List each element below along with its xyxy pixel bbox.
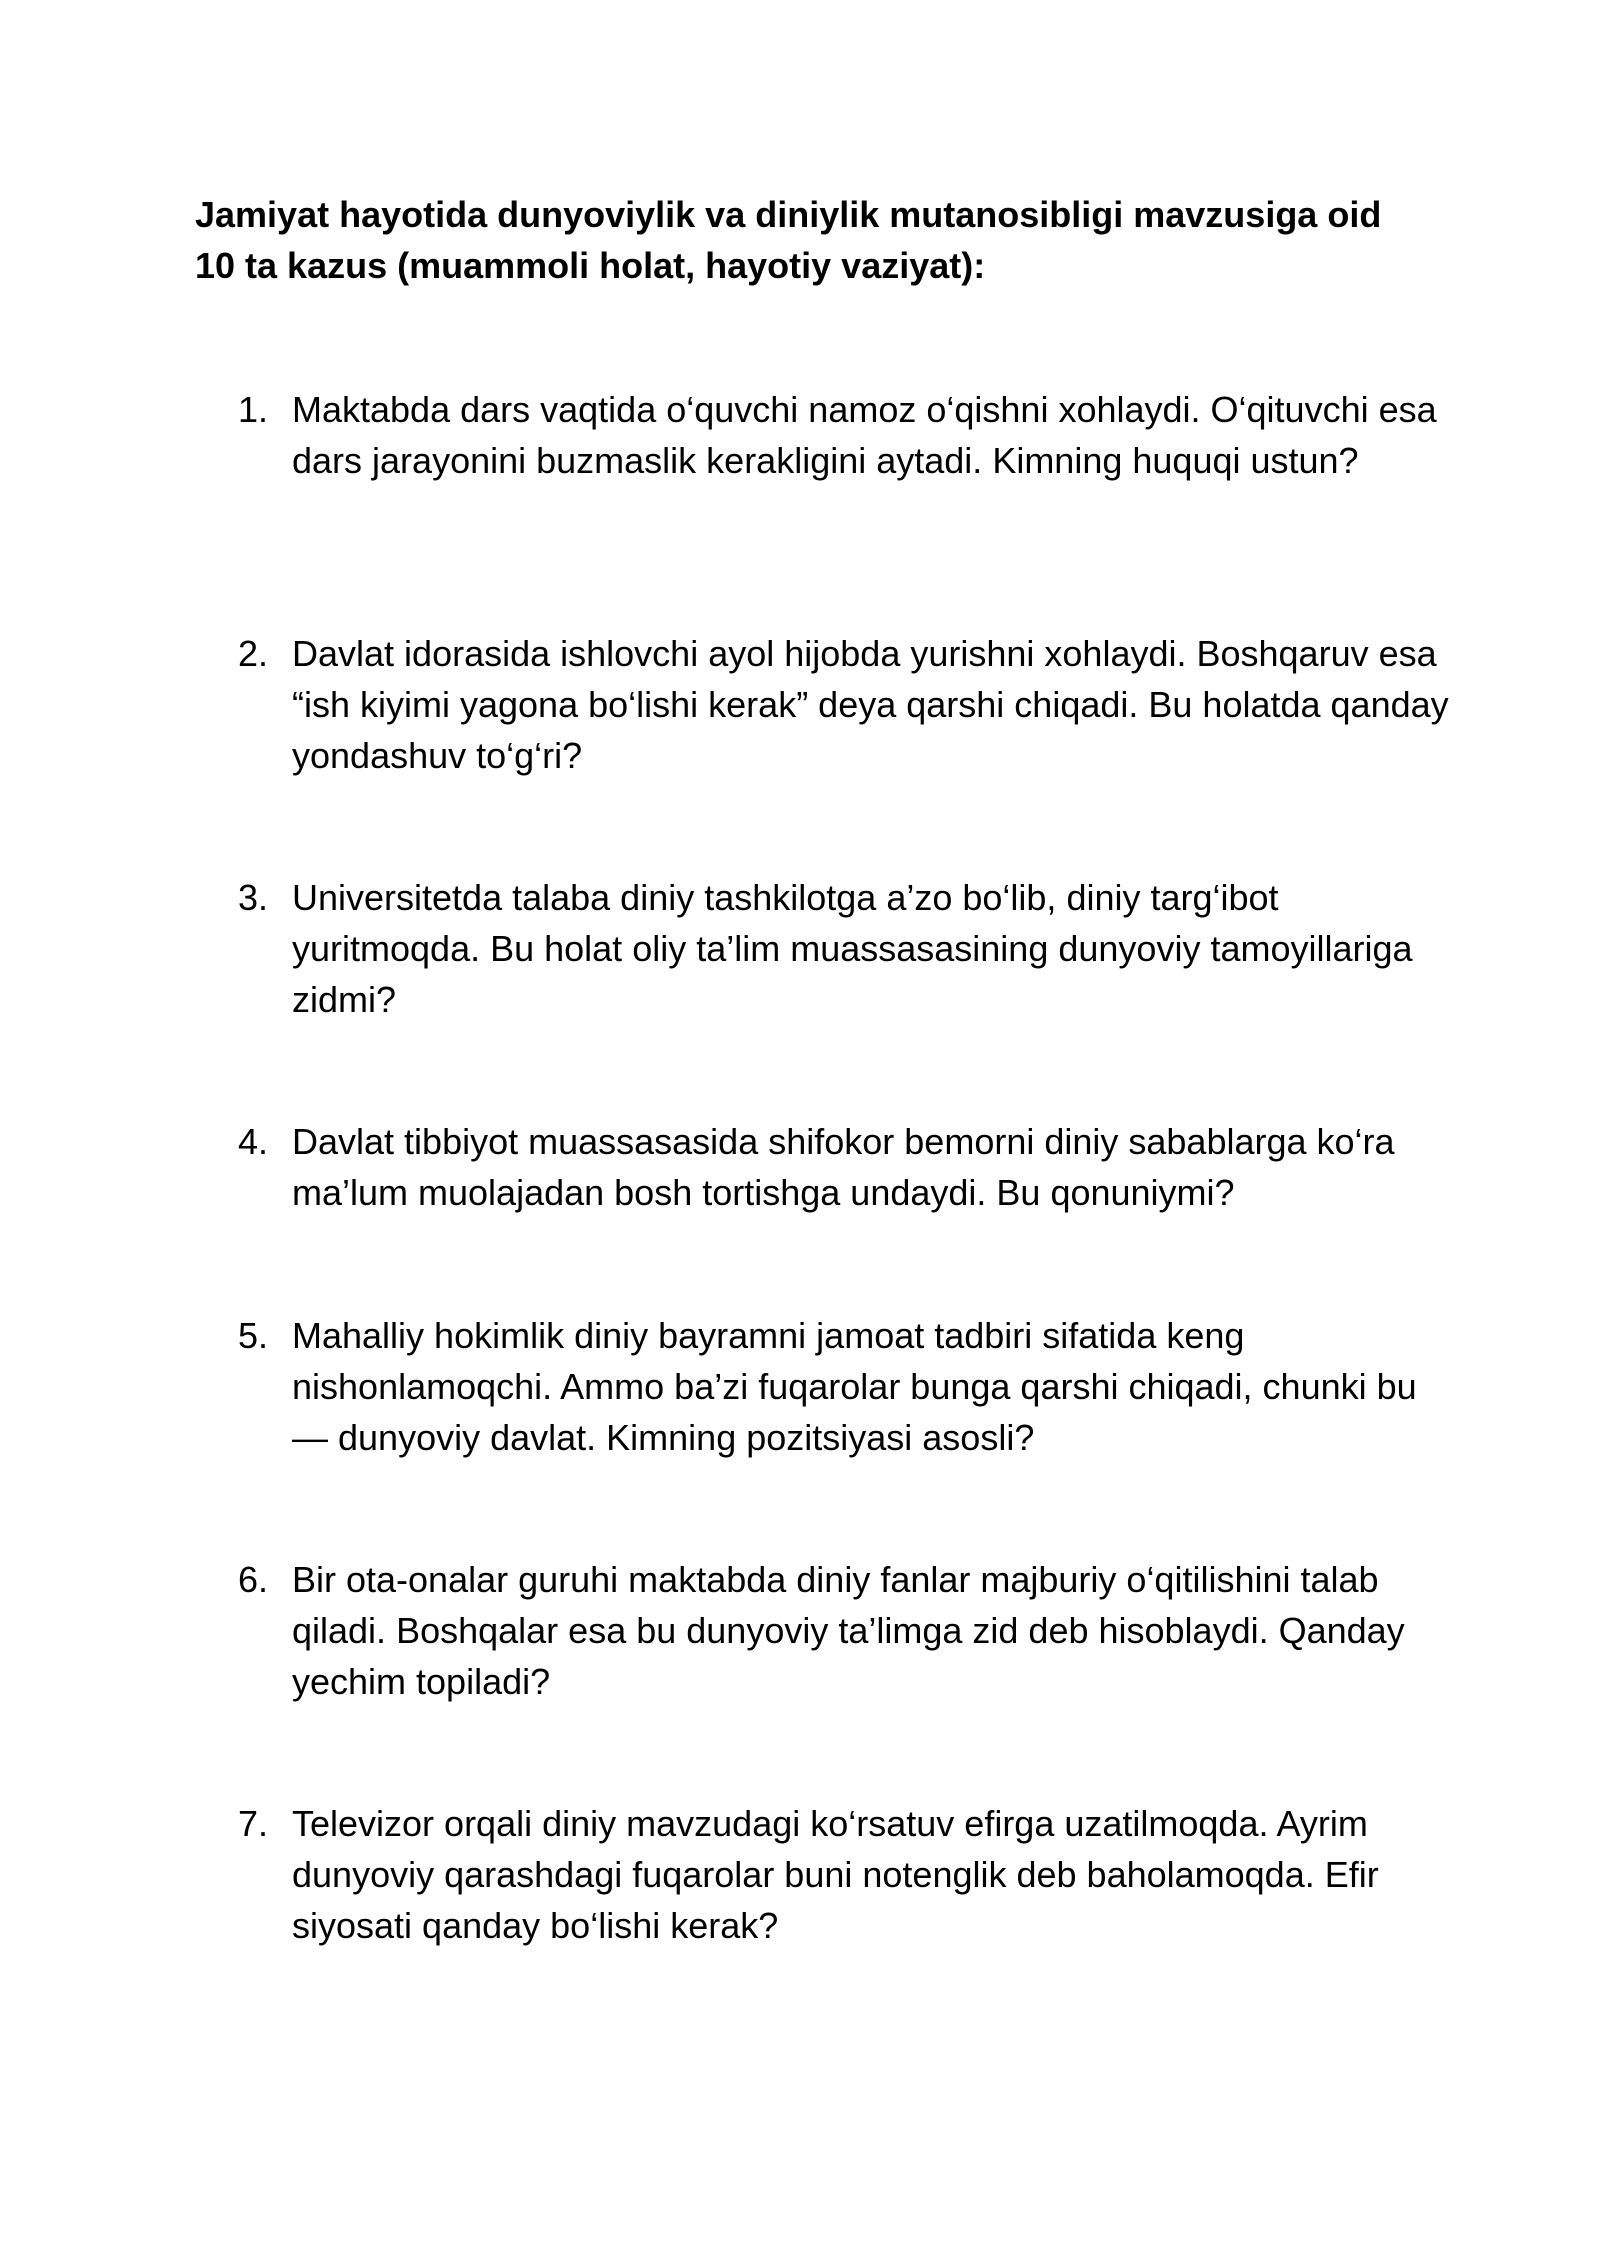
case-text: Davlat idorasida ishlovchi ayol hijobda yurishni xohlaydi. Boshqaruv esa “ish kiyimi yagona bo‘lishi kerak” deya qarshi chiqadi. Bu holatda qanday yondashuv to‘g‘ri? xyxy=(292,633,1449,776)
case-text: Televizor orqali diniy mavzudagi ko‘rsatuv efirga uzatilmoqda. Ayrim dunyoviy qarashdagi fuqarolar buni notenglik deb baholamoqda. Efir siyosati qanday bo‘lishi kerak? xyxy=(292,1803,1379,1946)
case-number: 4. xyxy=(238,1121,269,1162)
case-number: 5. xyxy=(238,1315,269,1356)
document-title: Jamiyat hayotida dunyoviylik va diniylik mutanosibligi mavzusiga oid 10 ta kazus (muammoli holat, hayotiy vaziyat): xyxy=(195,194,1382,286)
case-number: 3. xyxy=(238,877,269,918)
case-text: Universitetda talaba diniy tashkilotga a’zo bo‘lib, diniy targ‘ibot yuritmoqda. Bu holat oliy ta’lim muassasasining dunyoviy tamoyillariga zidmi? xyxy=(292,877,1413,1020)
case-number: 2. xyxy=(238,633,269,674)
case-text: Bir ota-onalar guruhi maktabda diniy fanlar majburiy o‘qitilishini talab qiladi. Boshqalar esa bu dunyoviy ta’limga zid deb hisoblaydi. Qanday yechim topiladi? xyxy=(292,1559,1405,1702)
case-number: 6. xyxy=(238,1559,269,1600)
case-number: 7. xyxy=(238,1803,269,1844)
case-text: Mahalliy hokimlik diniy bayramni jamoat tadbiri sifatida keng nishonlamoqchi. Ammo ba’zi fuqarolar bunga qarshi chiqadi, chunki bu — dunyoviy davlat. Kimning pozitsiyasi asosli? xyxy=(292,1315,1417,1458)
case-text: Maktabda dars vaqtida o‘quvchi namoz o‘qishni xohlaydi. O‘qituvchi esa dars jarayonini buzmaslik kerakligini aytadi. Kimning huquqi ustun? xyxy=(292,389,1437,481)
case-number: 1. xyxy=(238,389,269,430)
case-text: Davlat tibbiyot muassasasida shifokor bemorni diniy sabablarga ko‘ra ma’lum muolajadan bosh tortishga undaydi. Bu qonuniymi? xyxy=(292,1121,1395,1213)
